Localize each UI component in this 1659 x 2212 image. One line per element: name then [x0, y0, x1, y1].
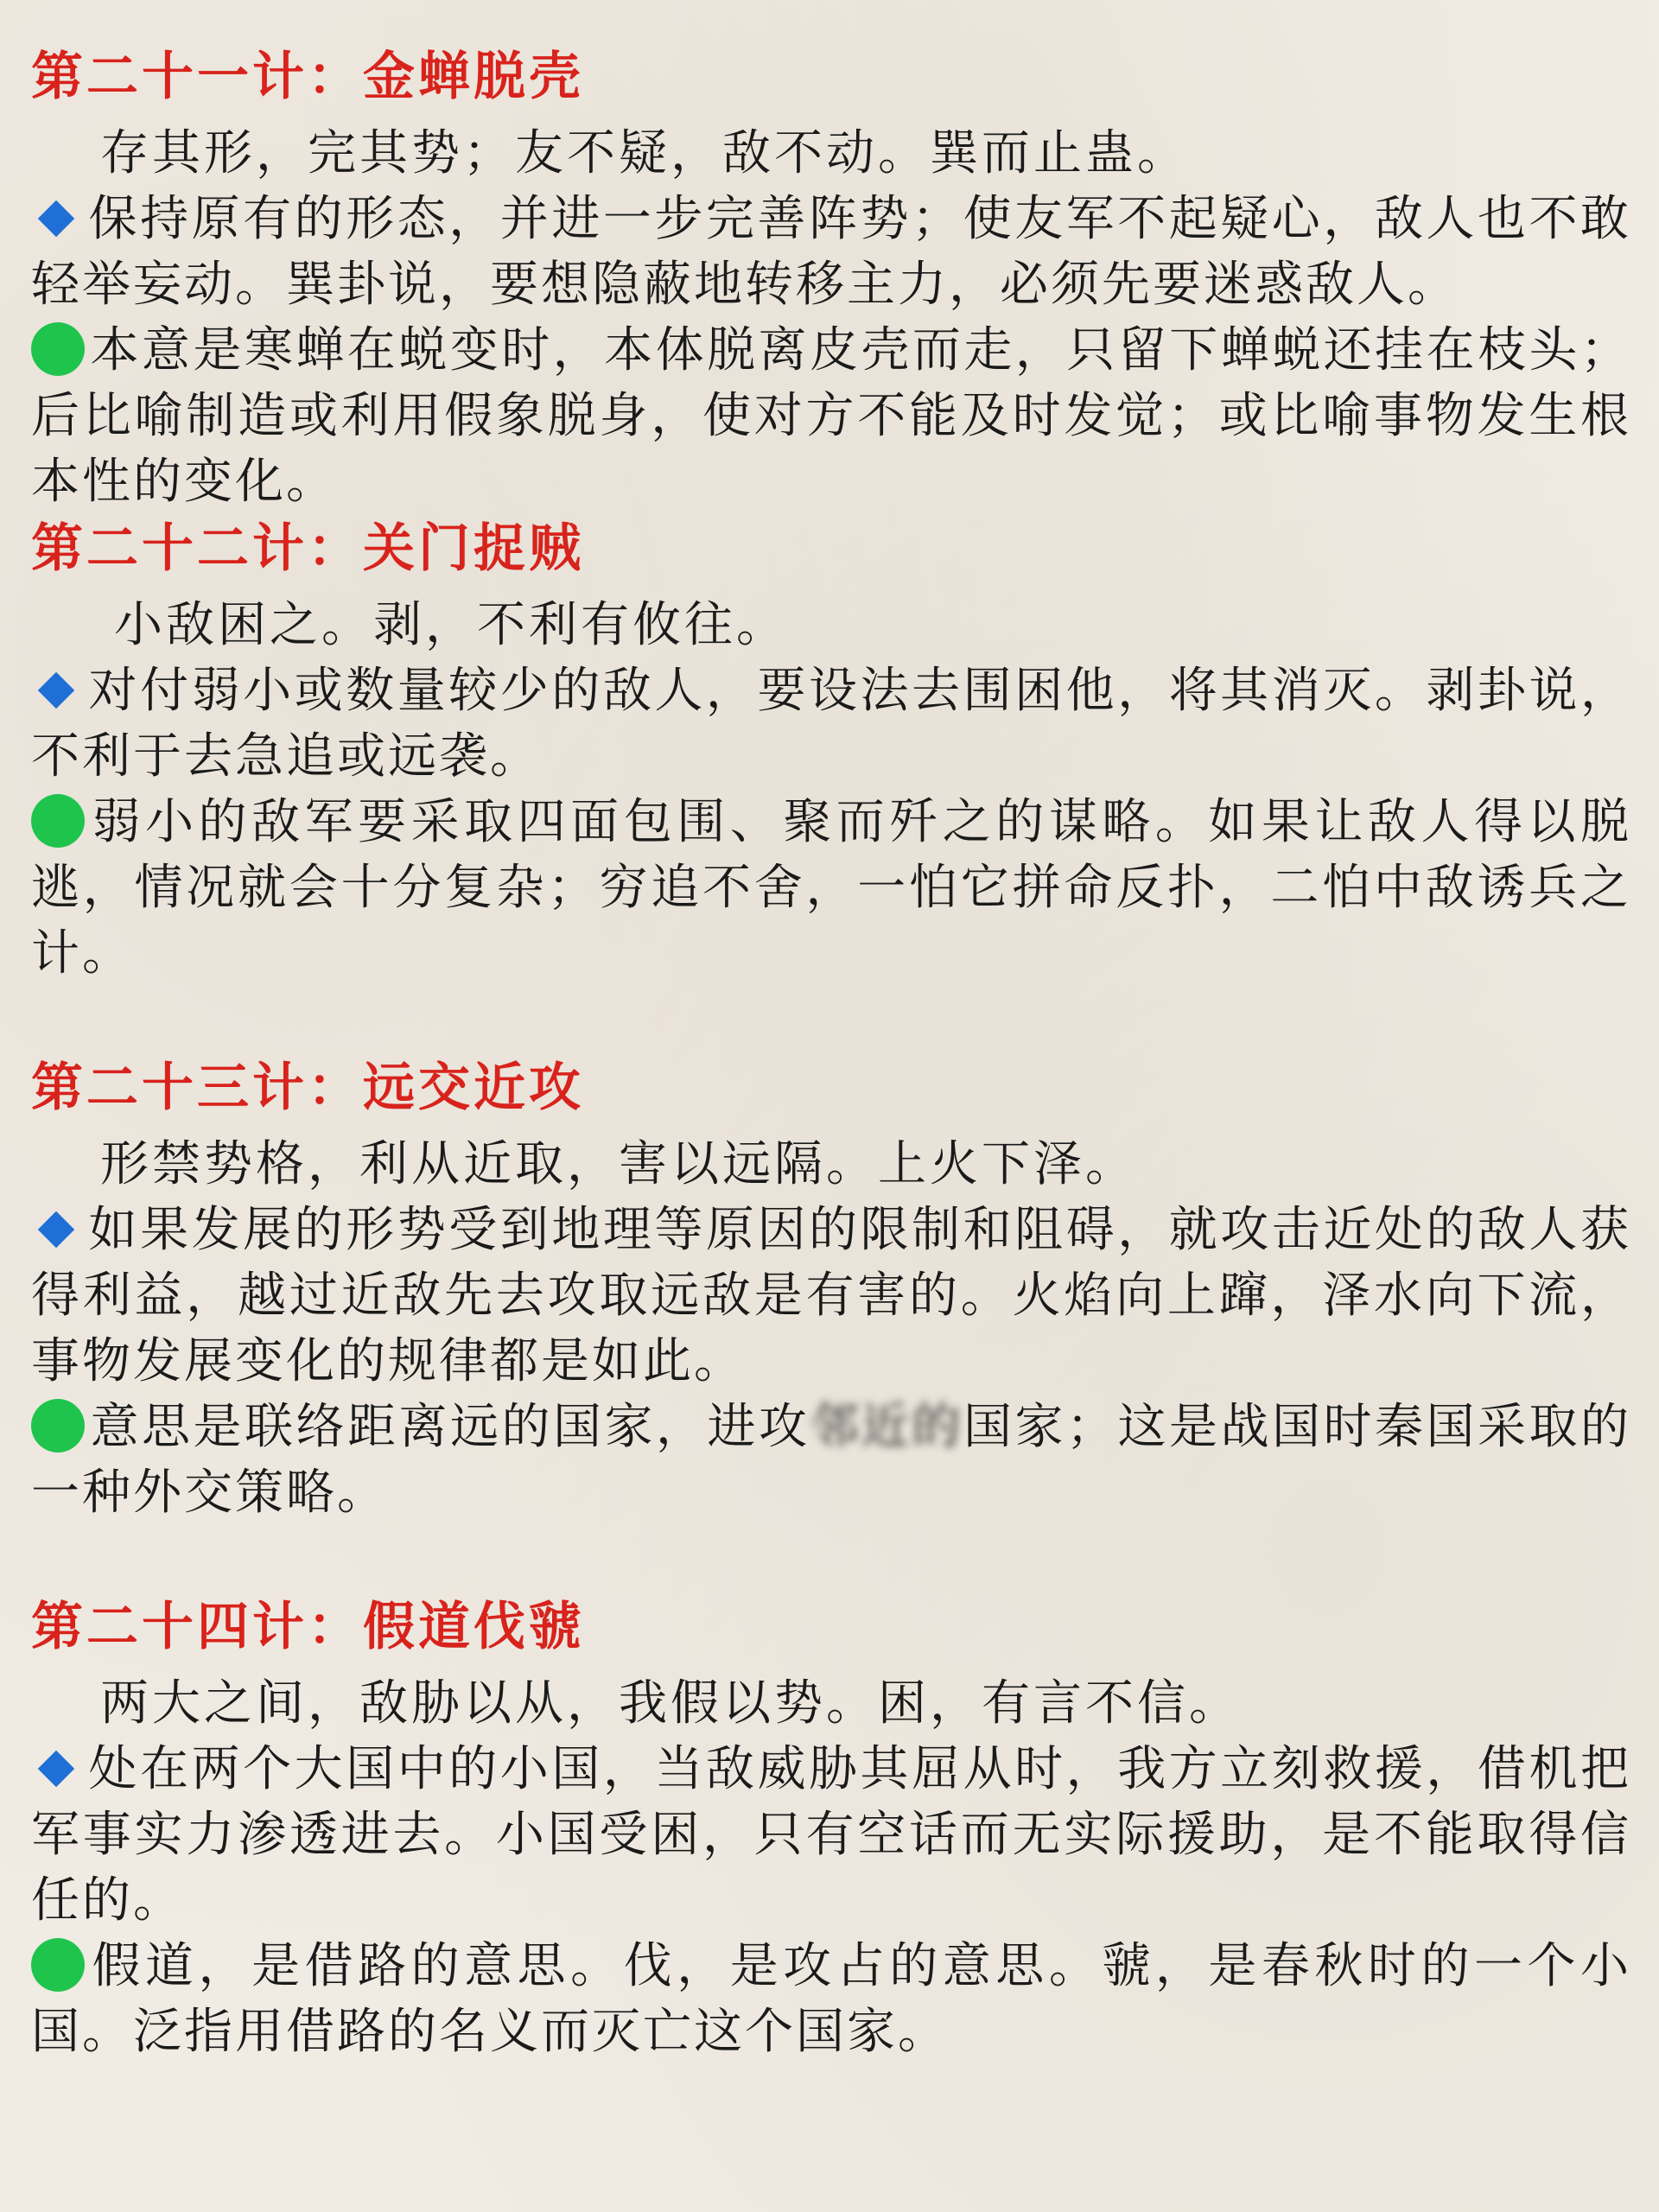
- green-circle-icon: [31, 1938, 85, 1992]
- explanation-paragraph: [31, 187, 1631, 318]
- section-title: 第二十一计：金蝉脱壳: [31, 47, 584, 107]
- original-verse: 形禁势格，利从近取，害以远隔。上火下泽。: [100, 1136, 1137, 1192]
- explanation-paragraph: [31, 1737, 1631, 1934]
- stratagem-22: [31, 515, 1631, 987]
- section-title: 第二十二计：关门捉贼: [31, 518, 584, 579]
- meaning-paragraph: [31, 318, 1631, 515]
- section-title: 第二十四计：假道伐虢: [31, 1597, 584, 1657]
- meaning-paragraph: [31, 1395, 1631, 1526]
- blue-diamond-icon: [40, 202, 71, 233]
- stratagem-23: [31, 1054, 1631, 1526]
- document-page: [31, 43, 1631, 2065]
- original-verse: 小敌困之。剥，不利有攸往。: [114, 597, 788, 653]
- explanation-text: 保持原有的形态，并进一步完善阵势；使友军不起疑心，敌人也不敢轻举妄动。巽卦说，要想隐蔽地转移主力，必须先要迷惑敌人。: [31, 191, 1631, 313]
- green-circle-icon: [31, 794, 85, 848]
- explanation-text: 如果发展的形势受到地理等原因的限制和阻碍，就攻击近处的敌人获得利益，越过近敌先去攻取远敌是有害的。火焰向上蹿，泽水向下流，事物发展变化的规律都是如此。: [31, 1202, 1631, 1389]
- meaning-text: 弱小的敌军要采取四面包围、聚而歼之的谋略。如果让敌人得以脱逃，情况就会十分复杂；穷追不舍，一怕它拼命反扑，二怕中敌诱兵之计。: [31, 794, 1631, 982]
- green-circle-icon: [31, 1399, 85, 1452]
- meaning-text-start: 意思是联络距离远的国家，进攻: [90, 1399, 810, 1455]
- original-verse: 两大之间，敌胁以从，我假以势。困，有言不信。: [100, 1675, 1241, 1732]
- original-verse: 存其形，完其势；友不疑，敌不动。巽而止蛊。: [100, 125, 1189, 181]
- blue-diamond-icon: [40, 674, 71, 705]
- explanation-text: 对付弱小或数量较少的敌人，要设法去围困他，将其消灭。剥卦说，不利于去急追或远袭。: [31, 663, 1631, 785]
- explanation-paragraph: [31, 1198, 1631, 1395]
- meaning-text-end: 国家；这是战国时秦国采取的一种外交策略。: [31, 1399, 1631, 1521]
- meaning-text: 本意是寒蝉在蜕变时，本体脱离皮壳而走，只留下蝉蜕还挂在枝头；后比喻制造或利用假象脱身，使对方不能及时发觉；或比喻事物发生根本性的变化。: [31, 322, 1631, 510]
- explanation-paragraph: [31, 658, 1631, 790]
- obscured-text: 邻近的: [810, 1399, 963, 1455]
- meaning-paragraph: [31, 1934, 1631, 2065]
- blue-diamond-icon: [40, 1752, 71, 1783]
- section-title: 第二十三计：远交近攻: [31, 1058, 584, 1118]
- meaning-text: 假道，是借路的意思。伐，是攻占的意思。虢，是春秋时的一个小国。泛指用借路的名义而灭亡这个国家。: [31, 1938, 1631, 2060]
- stratagem-24: [31, 1593, 1631, 2065]
- meaning-paragraph: [31, 790, 1631, 987]
- green-circle-icon: [31, 322, 85, 376]
- explanation-text: 处在两个大国中的小国，当敌威胁其屈从时，我方立刻救援，借机把军事实力渗透进去。小国受困，只有空话而无实际援助，是不能取得信任的。: [31, 1741, 1631, 1929]
- blue-diamond-icon: [40, 1213, 71, 1244]
- stratagem-21: [31, 43, 1631, 515]
